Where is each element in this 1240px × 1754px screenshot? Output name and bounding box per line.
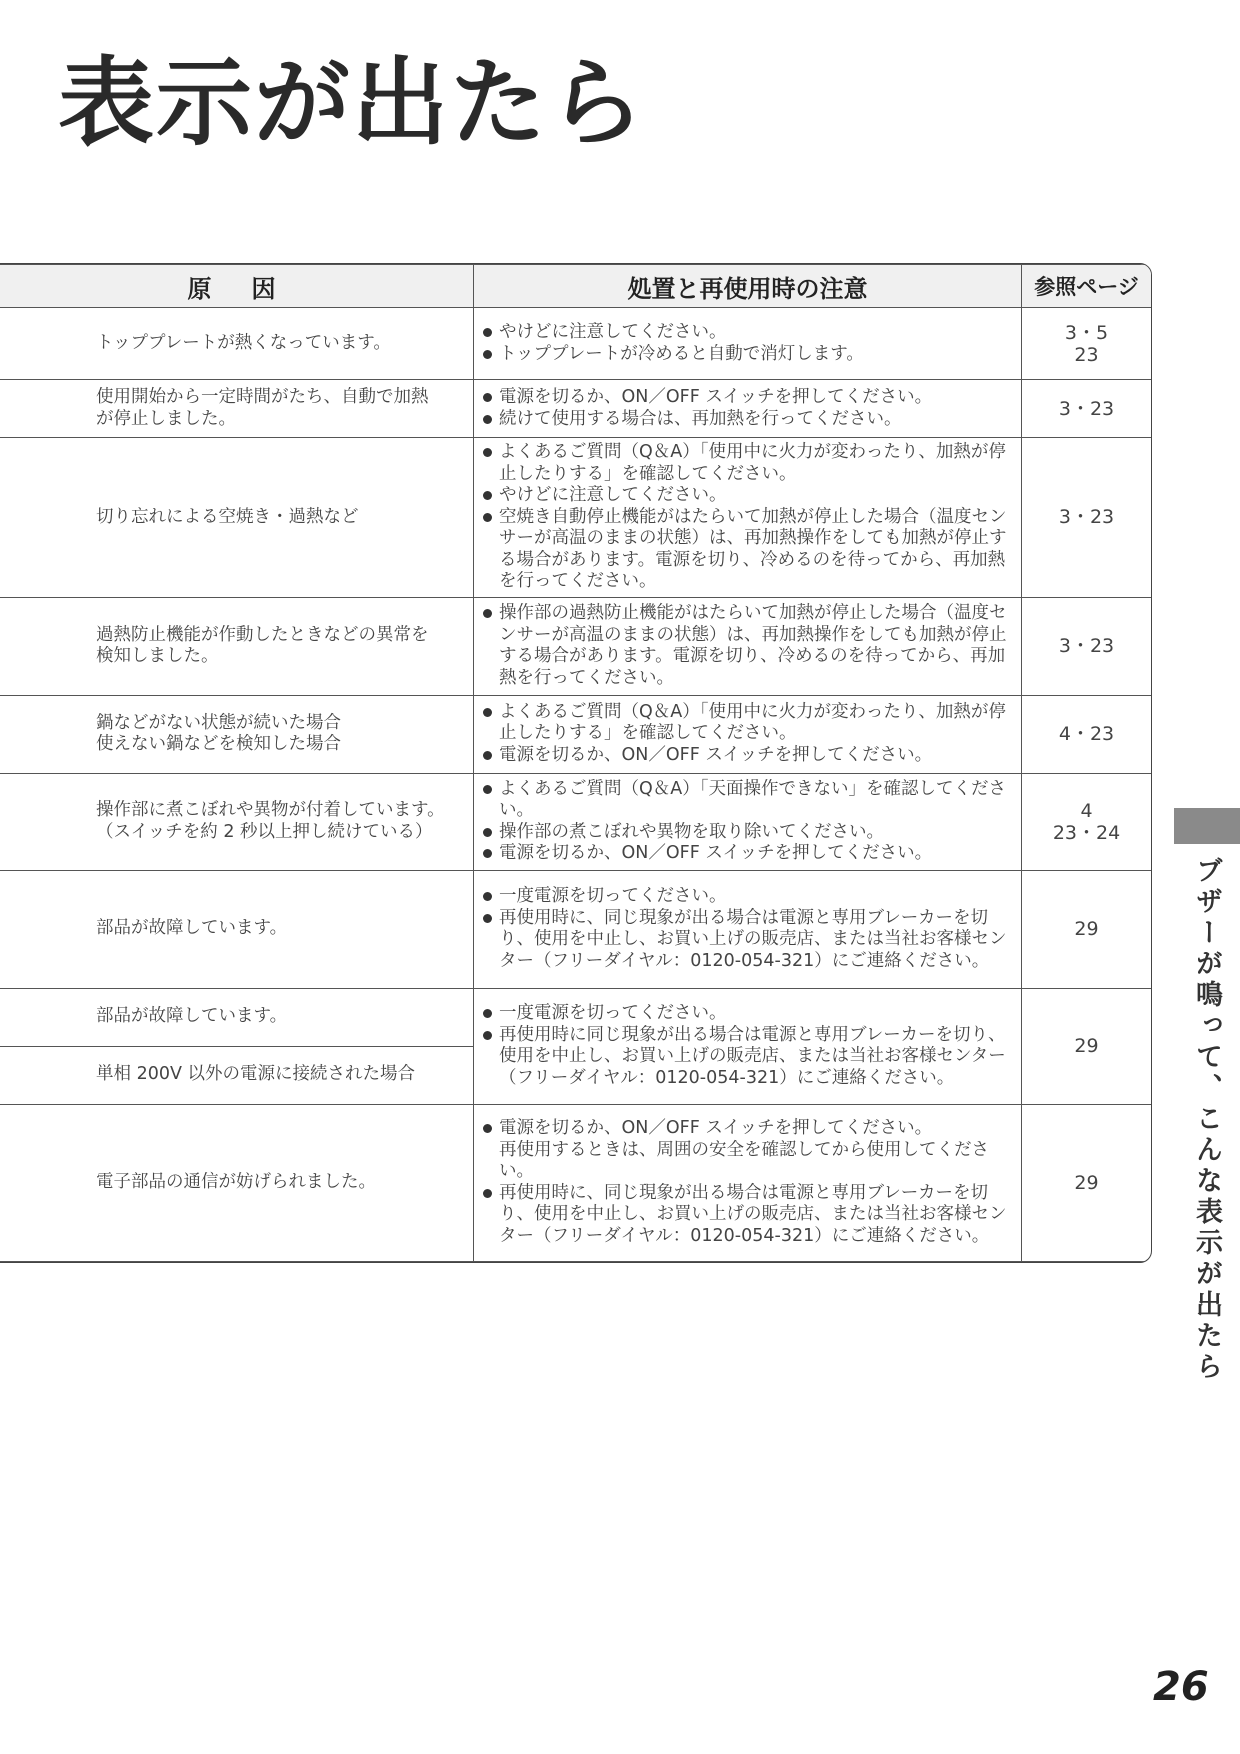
action-cell bbox=[474, 597, 1022, 695]
cell-line: 部品が故障しています。 bbox=[96, 918, 288, 939]
action-list bbox=[482, 322, 1017, 365]
action-cell bbox=[474, 308, 1022, 380]
cell-line: 検知しました。 bbox=[96, 646, 219, 666]
page-number: 26 bbox=[1153, 1664, 1209, 1710]
action-item: 操作部の煮こぼれや異物を取り除いてください。 bbox=[482, 822, 1017, 844]
cell-line: 単相 200V 以外の電源に接続された場合 bbox=[96, 1064, 415, 1085]
action-cell bbox=[474, 695, 1022, 773]
ref-page-cell bbox=[1022, 597, 1152, 695]
cause-cell bbox=[0, 773, 474, 870]
action-item: よくあるご質問（Q＆A）「使用中に火力が変わったり、加熱が停止したりする」を確認してください。 bbox=[482, 442, 1017, 485]
action-item: 再使用時に、同じ現象が出る場合は電源と専用ブレーカーを切り、使用を中止し、お買い上げの販売店、または当社お客様センター（フリーダイヤル：0120-054-321）にご連絡ください。 bbox=[482, 908, 1017, 973]
table-row bbox=[0, 380, 1152, 438]
cause-cell bbox=[0, 380, 474, 438]
action-list bbox=[482, 886, 1017, 972]
cell-line: が停止しました。 bbox=[96, 408, 236, 429]
action-item: 操作部の過熱防止機能がはたらいて加熱が停止した場合（温度センサーが高温のままの状態）は、再加熱操作をしても加熱が停止する場合があります。電源を切り、冷めるのを待ってから、再加熱を行ってください。 bbox=[482, 603, 1017, 689]
cell-line: 電子部品の通信が妨げられました。 bbox=[96, 1171, 376, 1192]
action-item: 電源を切るか、ON／OFF スイッチを押してください。 bbox=[482, 1118, 1017, 1140]
table-row bbox=[0, 870, 1152, 988]
cause-cell bbox=[0, 870, 474, 988]
action-item: 電源を切るか、ON／OFF スイッチを押してください。 bbox=[482, 745, 1017, 767]
action-item: よくあるご質問（Q＆A）「天面操作できない」を確認してください。 bbox=[482, 779, 1017, 822]
action-item: 一度電源を切ってください。 bbox=[482, 1003, 1017, 1025]
cause-cell bbox=[0, 597, 474, 695]
cell-line: 切り忘れによる空焼き・過熱など bbox=[96, 506, 359, 527]
table-row bbox=[0, 308, 1152, 380]
action-cell bbox=[474, 438, 1022, 598]
action-cell bbox=[474, 870, 1022, 988]
action-list bbox=[482, 603, 1017, 689]
page-title: 表示が出たら bbox=[58, 46, 646, 159]
action-item: 続けて使用する場合は、再加熱を行ってください。 bbox=[482, 409, 1017, 431]
cause-cell bbox=[0, 1104, 474, 1261]
cell-line: （スイッチを約 2 秒以上押し続けている） bbox=[96, 821, 433, 842]
cell-line: 4 bbox=[1080, 799, 1093, 822]
table-row bbox=[0, 597, 1152, 695]
ref-page-cell bbox=[1022, 308, 1152, 380]
action-item: やけどに注意してください。 bbox=[482, 485, 1017, 507]
ref-page-cell bbox=[1022, 1104, 1152, 1261]
cell-line: 29 bbox=[1074, 1171, 1099, 1194]
table-row bbox=[0, 773, 1152, 870]
cell-line: 3・23 bbox=[1058, 506, 1115, 529]
ref-page-cell bbox=[1022, 438, 1152, 598]
action-list bbox=[482, 442, 1017, 593]
cell-line: 鍋などがない状態が続いた場合 bbox=[96, 712, 341, 733]
header-action: 処置と再使用時の注意 bbox=[474, 265, 1022, 308]
cell-line: 3・23 bbox=[1058, 635, 1115, 657]
ref-page-cell bbox=[1022, 695, 1152, 773]
action-item: 再使用するときは、周囲の安全を確認してから使用してください。 bbox=[499, 1139, 989, 1181]
cell-line: 29 bbox=[1074, 1035, 1099, 1057]
cell-line: 部品が故障しています。 bbox=[96, 1006, 288, 1027]
action-list bbox=[482, 1118, 1017, 1247]
cell-line: 4・23 bbox=[1058, 723, 1115, 745]
action-item: 電源を切るか、ON／OFF スイッチを押してください。 bbox=[482, 843, 1017, 865]
cell-line: 使えない鍋などを検知した場合 bbox=[96, 734, 341, 754]
action-item: 一度電源を切ってください。 bbox=[482, 886, 1017, 908]
cell-line: 3・5 bbox=[1064, 321, 1109, 344]
table-row bbox=[0, 1104, 1152, 1261]
action-list bbox=[482, 779, 1017, 865]
action-list bbox=[482, 702, 1017, 767]
error-display-table-wrapper bbox=[0, 263, 1152, 1263]
action-list bbox=[482, 387, 1017, 430]
cause-cell bbox=[0, 1046, 474, 1104]
cell-line: 使用開始から一定時間がたち、自動で加熱 bbox=[96, 387, 429, 407]
action-item: やけどに注意してください。 bbox=[482, 322, 1017, 344]
cause-cell bbox=[0, 988, 474, 1046]
cell-line: 23・24 bbox=[1052, 821, 1121, 844]
ref-page-cell bbox=[1022, 773, 1152, 870]
action-item: 再使用時に同じ現象が出る場合は電源と専用ブレーカーを切り、使用を中止し、お買い上げの販売店、または当社お客様センター（フリーダイヤル：0120-054-321）にご連絡ください。 bbox=[482, 1025, 1017, 1090]
cause-cell bbox=[0, 695, 474, 773]
table-row bbox=[0, 438, 1152, 598]
header-cause: 原因 bbox=[0, 265, 474, 308]
action-item: よくあるご質問（Q＆A）「使用中に火力が変わったり、加熱が停止したりする」を確認してください。 bbox=[482, 702, 1017, 745]
action-cell bbox=[474, 1104, 1022, 1261]
cell-line: 操作部に煮こぼれや異物が付着しています。 bbox=[96, 800, 445, 820]
side-section-label: ブザーが鳴って、こんな表示が出たら bbox=[1191, 856, 1222, 1383]
action-list bbox=[482, 1003, 1017, 1089]
action-item: 空焼き自動停止機能がはたらいて加熱が停止した場合（温度センサーが高温のままの状態）は、再加熱操作をしても加熱が停止する場合があります。電源を切り、冷めるのを待ってから、再加熱を行ってください。 bbox=[482, 507, 1017, 593]
action-item: 電源を切るか、ON／OFF スイッチを押してください。 bbox=[482, 387, 1017, 409]
cell-line: 3・23 bbox=[1058, 397, 1115, 420]
table-body bbox=[0, 308, 1152, 1262]
table-row bbox=[0, 988, 1152, 1046]
cell-line: 23 bbox=[1074, 343, 1099, 366]
cause-cell bbox=[0, 438, 474, 598]
action-item: トッププレートが冷めると自動で消灯します。 bbox=[482, 344, 1017, 366]
ref-page-cell bbox=[1022, 870, 1152, 988]
action-item: 再使用時に、同じ現象が出る場合は電源と専用ブレーカーを切り、使用を中止し、お買い上げの販売店、または当社お客様センター（フリーダイヤル：0120-054-321）にご連絡ください。 bbox=[482, 1183, 1017, 1248]
action-cell bbox=[474, 988, 1022, 1104]
ref-page-cell bbox=[1022, 988, 1152, 1104]
ref-page-cell bbox=[1022, 380, 1152, 438]
action-cell bbox=[474, 380, 1022, 438]
action-cell bbox=[474, 773, 1022, 870]
cell-line: 29 bbox=[1074, 918, 1099, 940]
side-tab-marker bbox=[1174, 808, 1240, 844]
table-header-row bbox=[0, 265, 1152, 308]
cell-line: トッププレートが熱くなっています。 bbox=[96, 332, 391, 353]
header-ref-page: 参照ページ bbox=[1022, 265, 1152, 308]
cell-line: 過熱防止機能が作動したときなどの異常を bbox=[96, 624, 429, 645]
error-display-table bbox=[0, 264, 1152, 1262]
table-row bbox=[0, 695, 1152, 773]
cause-cell bbox=[0, 308, 474, 380]
